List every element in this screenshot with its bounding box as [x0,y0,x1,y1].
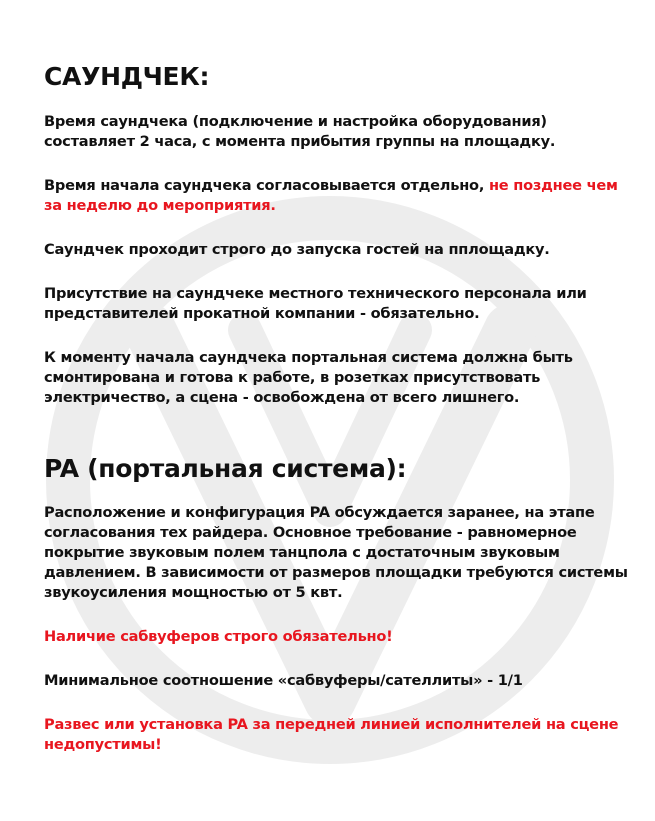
pa-placement-warning: Развес или установка PA за передней линией исполнителей на сцене недопустимы! [44,716,619,753]
pa-title: PA (портальная система): [44,454,407,483]
pa-ratio-text: Минимальное соотношение «сабвуферы/сателлиты» - 1/1 [44,672,523,689]
soundcheck-deadline-highlight: не позднее чем за неделю до мероприятия. [44,177,618,214]
soundcheck-readiness-text: К моменту начала саундчека портальная система должна быть смонтирована и готова к работе, в розетках присутствовать электричество, а сцена - освобождена от всего лишнего. [44,349,573,406]
soundcheck-title: САУНДЧЕК: [44,62,210,91]
soundcheck-guests-text: Саундчек проходит строго до запуска гостей на пплощадку. [44,241,550,258]
soundcheck-start-main: Время начала саундчека согласовывается отдельно, [44,177,489,194]
pa-subwoofers-required: Наличие сабвуферов строго обязательно! [44,628,393,645]
soundcheck-start-text [44,176,633,216]
soundcheck-duration-text: Время саундчека (подключение и настройка оборудования) составляет 2 часа, с момента прибытия группы на площадку. [44,113,556,150]
soundcheck-staff-text: Присутствие на саундчеке местного технического персонала или представителей прокатной компании - обязательно. [44,285,587,322]
pa-configuration-text: Расположение и конфигурация PA обсуждается заранее, на этапе согласования тех райдера. Основное требование - равномерное покрытие звуковым полем танцпола с достаточным звуковым давлением. В зависимости от размеров площадки требуются системы звукоусиления мощностью от 5 квт. [44,504,628,601]
